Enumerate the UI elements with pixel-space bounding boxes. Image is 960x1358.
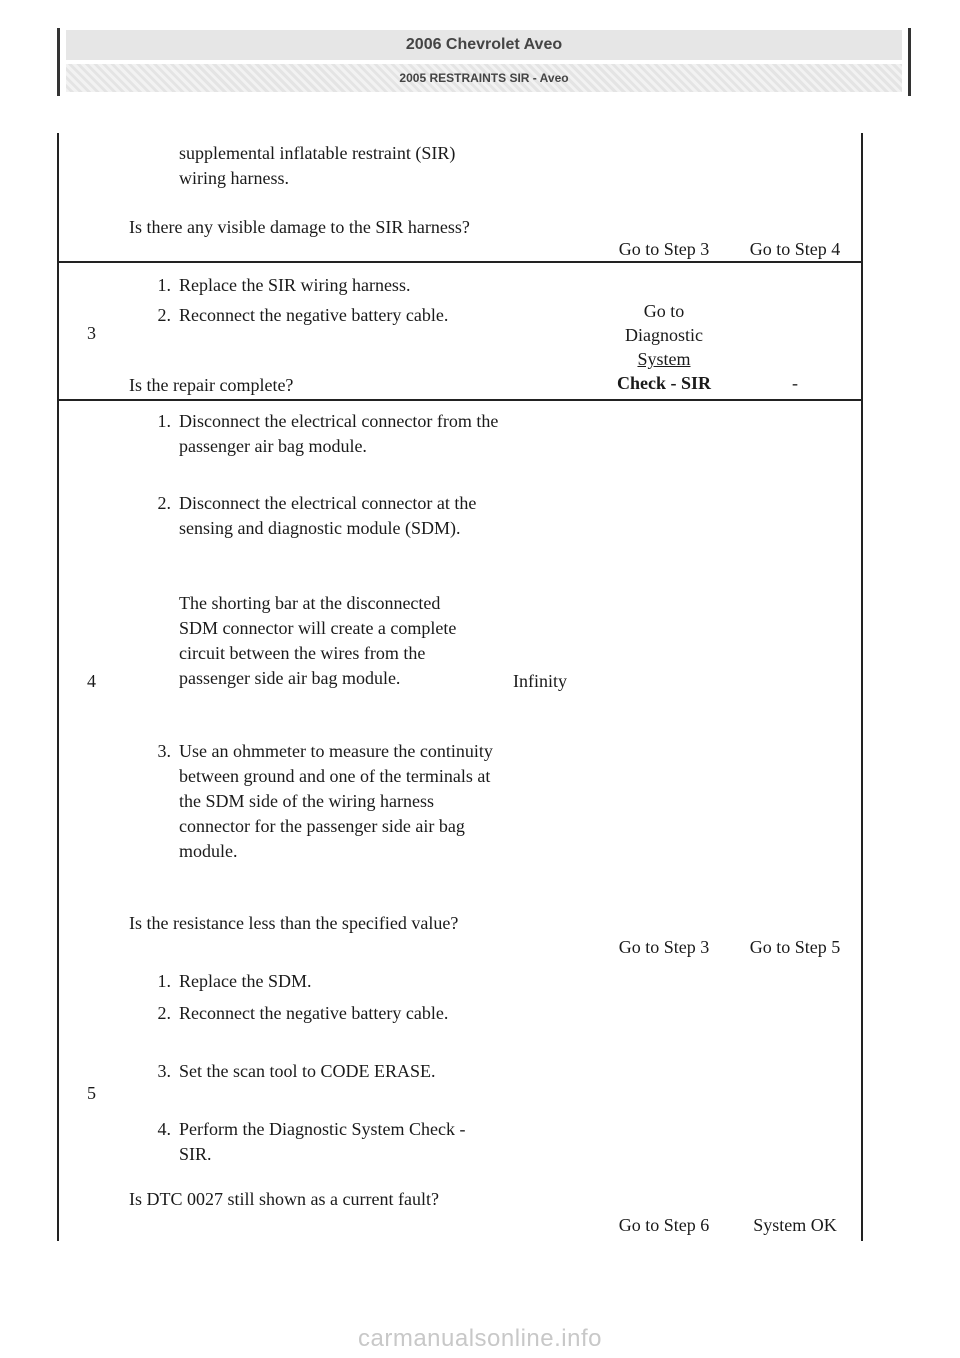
document-subtitle: 2005 RESTRAINTS SIR - Aveo	[66, 64, 902, 92]
table-row-step-3: 3 1. Replace the SIR wiring harness. 2. Reconnect the negative battery cable. Is the repair complete? Go to Diagnostic System Check - SIR -	[59, 261, 861, 401]
table-row-step-4: 4 1. Disconnect the electrical connector from the passenger air bag module. 2. Disconnect the electrical connector at the sensing and diagnostic module (SDM). The shorting bar at the disconnected SDM connector will create a complete circuit between the wires from the passenger side air bag module. 3. Use an ohmmeter to measure the continuity between ground and one of the terminals at the SDM side of the wiring harness connector for the passenger side air bag module. Infinity Is the resistance less than the specified value? Go to Step 3 Go to Step 5	[59, 399, 861, 963]
step4-note: The shorting bar at the disconnected SDM connector will create a complete circuit between the wires from the passenger side air bag module.	[179, 593, 457, 688]
step4-question: Is the resistance less than the specified value?	[129, 913, 459, 933]
step5-item-1: Replace the SDM.	[179, 971, 312, 991]
site-watermark: carmanualsonline.info	[358, 1325, 602, 1352]
step-number: 4	[87, 671, 96, 691]
step5-question: Is DTC 0027 still shown as a current fault?	[129, 1189, 439, 1209]
step3-no: -	[792, 373, 798, 393]
diagnostic-system-check-link[interactable]: System	[637, 349, 691, 369]
table-row-step-5: 5 1. Replace the SDM. 2. Reconnect the negative battery cable. 3. Set the scan tool to CODE ERASE. 4. Perform the Diagnostic System Check - SIR. Is DTC 0027 still shown as a current fault? Go to Step 6 System OK	[59, 961, 861, 1241]
step5-no: System OK	[753, 1215, 837, 1235]
step5-item-4: Perform the Diagnostic System Check - SIR.	[179, 1119, 466, 1164]
step2-action-text: supplemental inflatable restraint (SIR) wiring harness.	[179, 143, 456, 188]
step4-item-3: Use an ohmmeter to measure the continuity between ground and one of the terminals at the SDM side of the wiring harness connector for the passenger side air bag module.	[179, 741, 493, 861]
step3-yes: Go to Diagnostic System Check - SIR	[599, 299, 729, 395]
step-number: 3	[87, 323, 96, 343]
table-row-step-2	[59, 133, 861, 261]
page-header	[57, 28, 911, 96]
step3-question: Is the repair complete?	[129, 375, 294, 395]
step5-item-3: Set the scan tool to CODE ERASE.	[179, 1061, 436, 1081]
document-title: 2006 Chevrolet Aveo	[66, 30, 902, 60]
step4-value: Infinity	[513, 671, 567, 691]
step4-no: Go to Step 5	[749, 937, 841, 957]
step2-no: Go to Step 4	[749, 239, 841, 259]
diagnostic-table	[57, 133, 863, 1241]
step-number: 5	[87, 1083, 96, 1103]
step4-item-2: Disconnect the electrical connector at the sensing and diagnostic module (SDM).	[179, 493, 477, 538]
step2-question: Is there any visible damage to the SIR harness?	[129, 217, 470, 237]
step3-item-1: Replace the SIR wiring harness.	[179, 275, 411, 295]
step2-yes: Go to Step 3	[618, 239, 710, 259]
step4-yes: Go to Step 3	[618, 937, 710, 957]
step5-item-2: Reconnect the negative battery cable.	[179, 1003, 449, 1023]
step4-item-1: Disconnect the electrical connector from the passenger air bag module.	[179, 411, 499, 456]
step3-item-2: Reconnect the negative battery cable.	[179, 305, 449, 325]
step5-yes: Go to Step 6	[618, 1215, 710, 1235]
